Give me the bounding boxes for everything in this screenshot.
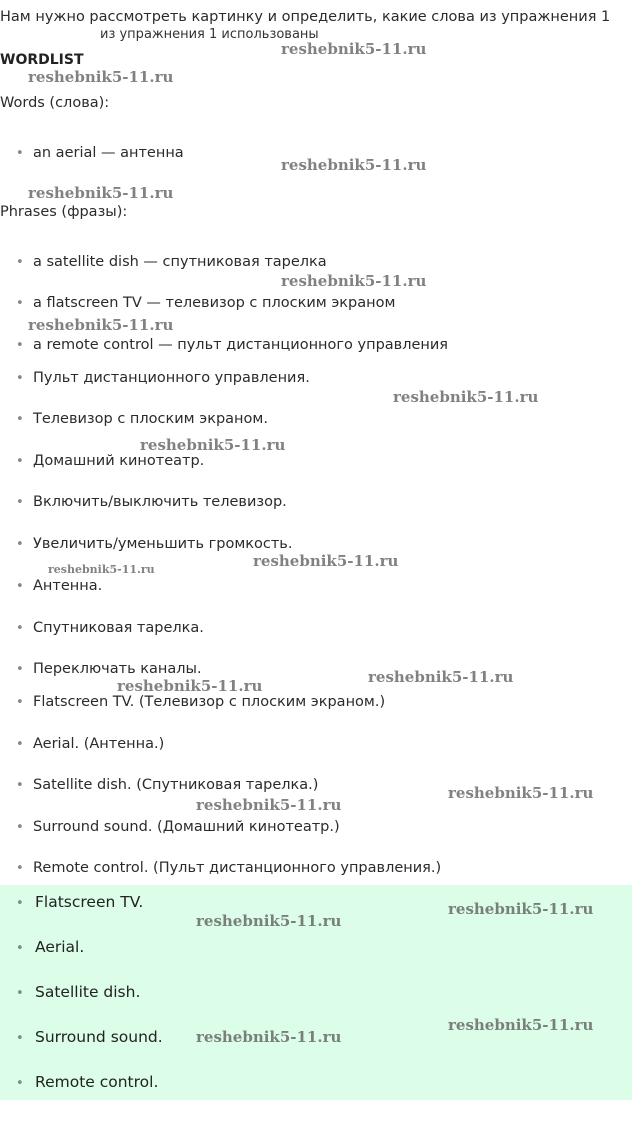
watermark: reshebnik5-11.ru (281, 272, 427, 290)
watermark: reshebnik5-11.ru (196, 1028, 342, 1046)
list-item: • a remote control — пульт дистанционного управления (16, 337, 449, 353)
list-item: • Satellite dish. (Спутниковая тарелка.) (16, 777, 319, 793)
bullet-icon: • (16, 338, 24, 353)
watermark: reshebnik5-11.ru (28, 68, 174, 86)
list-item: • an aerial — антенна (16, 145, 184, 161)
bullet-icon: • (16, 695, 24, 710)
bullet-icon: • (16, 820, 24, 835)
bullet-icon: • (16, 371, 24, 386)
watermark: reshebnik5-11.ru (117, 677, 263, 695)
bullet-icon: • (16, 778, 24, 793)
list-item: • Flatscreen TV. (Телевизор с плоским экраном.) (16, 694, 386, 710)
bullet-icon: • (16, 537, 24, 552)
answer-item: • Remote control. (16, 1073, 159, 1091)
list-item: • Переключать каналы. (16, 661, 202, 677)
list-item: • Remote control. (Пульт дистанционного управления.) (16, 860, 442, 876)
bullet-icon: • (16, 986, 24, 1001)
cropped-text-line: из упражнения 1 использованы (100, 27, 319, 42)
bullet-icon: • (16, 621, 24, 636)
answer-item: • Aerial. (16, 938, 85, 956)
bullet-icon: • (16, 1031, 24, 1046)
bullet-icon: • (16, 896, 24, 911)
list-item: • Aerial. (Антенна.) (16, 736, 165, 752)
bullet-icon: • (16, 941, 24, 956)
list-item: • Пульт дистанционного управления. (16, 370, 310, 386)
watermark: reshebnik5-11.ru (140, 436, 286, 454)
watermark: reshebnik5-11.ru (393, 388, 539, 406)
watermark: reshebnik5-11.ru (196, 912, 342, 930)
bullet-icon: • (16, 1076, 24, 1091)
answer-item: • Surround sound. (16, 1028, 163, 1046)
wordlist-title: WORDLIST (0, 52, 84, 68)
bullet-icon: • (16, 146, 24, 161)
words-heading: Words (слова): (0, 95, 110, 111)
list-item: • a satellite dish — спутниковая тарелка (16, 254, 327, 270)
intro-text: Нам нужно рассмотреть картинку и определить, какие слова из упражнения 1 (0, 9, 611, 25)
bullet-icon: • (16, 412, 24, 427)
list-item: • Увеличить/уменьшить громкость. (16, 536, 293, 552)
watermark: reshebnik5-11.ru (28, 316, 174, 334)
bullet-icon: • (16, 662, 24, 677)
watermark: reshebnik5-11.ru (48, 563, 155, 576)
watermark: reshebnik5-11.ru (281, 40, 427, 58)
watermark: reshebnik5-11.ru (368, 668, 514, 686)
watermark: reshebnik5-11.ru (253, 552, 399, 570)
bullet-icon: • (16, 861, 24, 876)
list-item: • Включить/выключить телевизор. (16, 494, 287, 510)
bullet-icon: • (16, 255, 24, 270)
bullet-icon: • (16, 454, 24, 469)
list-item: • Surround sound. (Домашний кинотеатр.) (16, 819, 340, 835)
bullet-icon: • (16, 579, 24, 594)
answer-item: • Flatscreen TV. (16, 893, 144, 911)
watermark: reshebnik5-11.ru (196, 796, 342, 814)
answer-item: • Satellite dish. (16, 983, 141, 1001)
watermark: reshebnik5-11.ru (448, 784, 594, 802)
phrases-heading: Phrases (фразы): (0, 204, 128, 220)
list-item: • Антенна. (16, 578, 103, 594)
bullet-icon: • (16, 296, 24, 311)
list-item: • Спутниковая тарелка. (16, 620, 204, 636)
watermark: reshebnik5-11.ru (28, 184, 174, 202)
list-item: • a flatscreen TV — телевизор с плоским экраном (16, 295, 396, 311)
list-item: • Телевизор с плоским экраном. (16, 411, 268, 427)
watermark: reshebnik5-11.ru (448, 900, 594, 918)
watermark: reshebnik5-11.ru (281, 156, 427, 174)
list-item: • Домашний кинотеатр. (16, 453, 205, 469)
watermark: reshebnik5-11.ru (448, 1016, 594, 1034)
bullet-icon: • (16, 737, 24, 752)
bullet-icon: • (16, 495, 24, 510)
